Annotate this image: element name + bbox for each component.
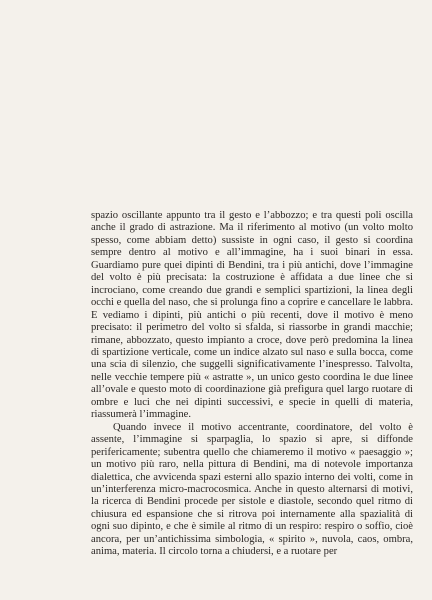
paragraph: spazio oscillante appunto tra il gesto e l’abbozzo; e tra questi poli oscilla anche il grado di astrazione. Ma il riferimento al motivo (un volto molto spesso, come abbiam detto) sussiste in ogni caso, il gesto si coordina sempre dentro al motivo e all’immagine, ha i suoi binari in essa. Guardiamo pure quei dipinti di Bendini, tra i più antichi, dove l’immagine del volto è più precisata: la costruzione è affidata a due linee che si incrociano, come creando due grandi e semplici spartizioni, la linea degli occhi e quella del naso, che si prolunga fino a coprire e cancellare le labbra. E vediamo i dipinti, più antichi o più recenti, dove il motivo è meno precisato: il perimetro del volto si sfalda, si riassorbe in grandi macchie; rimane, abbozzato, questo impianto a croce, dove però predomina la linea di spartizione verticale, come un indice alzato sul naso e sulla bocca, come una scia di silenzio, che suggelli significativamente l’inespresso. Talvolta, nelle vecchie tempere più « astratte », un unico gesto coordina le due linee all’ovale e questo moto di coordinazione già prefigura quel largo ruotare di ombre e luci che nei dipinti successivi, e specie in quelli di materia, riassumerà l’immagine. — [91, 210, 413, 421]
paragraph: Quando invece il motivo accentrante, coordinatore, del volto è assente, l’immagine si sparpaglia, lo spazio si apre, si diffonde perifericamente; subentra quello che chiameremo il motivo « paesaggio »; un motivo più raro, nella pittura di Bendini, ma di notevole importanza dialettica, che avvicenda spazi esterni allo spazio interno dei volti, come in un’interferenza micro-macrocosmica. Anche in questo alternarsi di motivi, la ricerca di Bendini procede per sistole e diastole, secondo quel ritmo di chiusura ed espansione che si ritrova poi internamente alla spazialità di ogni suo dipinto, e che è simile al ritmo di un respiro: respiro o soffio, cioè ancora, per un’antichissima simbologia, « spirito », nuvola, caos, ombra, anima, materia. Il circolo torna a chiudersi, e a ruotare per — [91, 421, 413, 558]
body-text — [91, 210, 413, 559]
